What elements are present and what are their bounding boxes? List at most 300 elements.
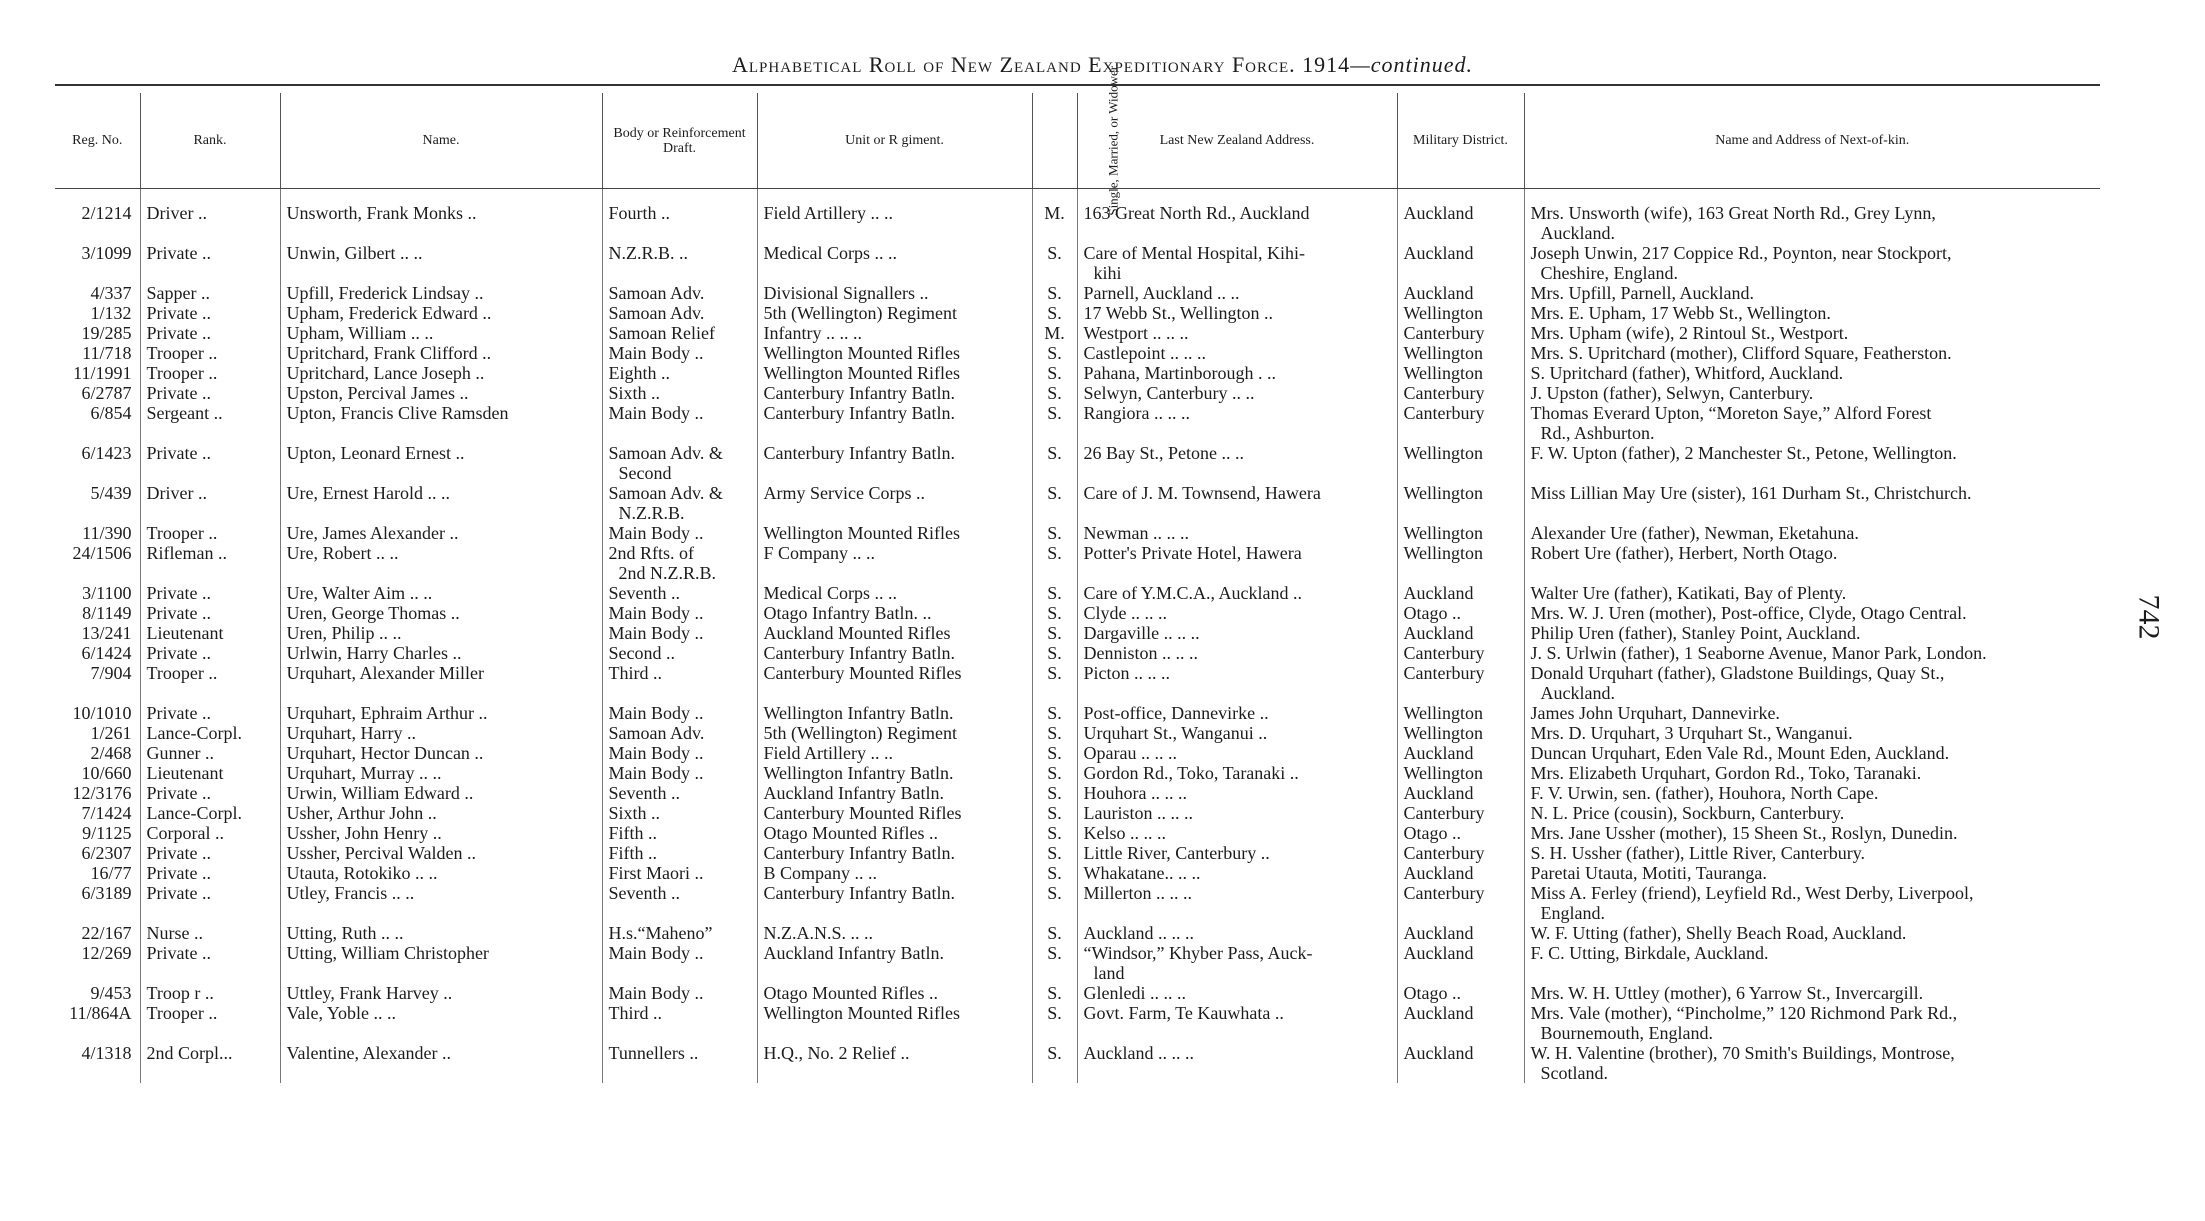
address-cell (1077, 1003, 1397, 1043)
status-cell-text: S. (1047, 1043, 1062, 1063)
reg-no-cell (55, 543, 140, 583)
district-cell (1397, 923, 1524, 943)
body-cell (602, 443, 757, 483)
reg-no-cell (55, 303, 140, 323)
unit-cell-text: B Company .. .. (763, 863, 878, 883)
kin-cell-text: Paretai Utauta, Motiti, Tauranga. (1530, 863, 1767, 883)
page-title-continued: —continued. (1350, 52, 1474, 77)
header-status-text: Single, Married, or Widower. (1105, 63, 1121, 216)
body-cell (602, 643, 757, 663)
address-cell (1077, 843, 1397, 863)
rank-cell (140, 403, 280, 443)
rank-cell-text: Private .. (146, 383, 211, 403)
district-cell (1397, 603, 1524, 623)
address-cell-text: Westport .. .. .. (1083, 323, 1189, 343)
status-cell-text: S. (1047, 443, 1062, 463)
rank-cell-text: Private .. (146, 323, 211, 343)
unit-cell (757, 843, 1032, 863)
name-cell-text: Ussher, John Henry .. (286, 823, 442, 843)
status-cell (1032, 923, 1077, 943)
district-cell (1397, 243, 1524, 283)
reg-no-cell-text: 10/1010 (72, 703, 132, 723)
unit-cell-text: Canterbury Infantry Batln. (763, 403, 955, 423)
address-cell-continuation: land (1093, 963, 1125, 983)
status-cell (1032, 243, 1077, 283)
unit-cell (757, 743, 1032, 763)
district-cell-text: Canterbury (1403, 323, 1485, 343)
district-cell (1397, 583, 1524, 603)
table-row (55, 763, 2100, 783)
name-cell-text: Utting, William Christopher (286, 943, 489, 963)
name-cell-text: Uren, Philip .. .. (286, 623, 402, 643)
unit-cell-text: N.Z.A.N.S. .. .. (763, 923, 874, 943)
body-cell-text: Main Body .. (608, 943, 704, 963)
reg-no-cell (55, 943, 140, 983)
district-cell-text: Auckland (1403, 243, 1474, 263)
status-cell (1032, 783, 1077, 803)
table-row (55, 283, 2100, 303)
name-cell-text: Valentine, Alexander .. (286, 1043, 451, 1063)
district-cell (1397, 883, 1524, 923)
status-cell (1032, 543, 1077, 583)
address-cell-text: Oparau .. .. .. (1083, 743, 1177, 763)
status-cell-text: S. (1047, 743, 1062, 763)
address-cell (1077, 703, 1397, 723)
address-cell-text: Auckland .. .. .. (1083, 1043, 1194, 1063)
district-cell-text: Wellington (1403, 543, 1484, 563)
reg-no-cell-text: 7/904 (90, 663, 132, 683)
district-cell (1397, 743, 1524, 763)
status-cell (1032, 723, 1077, 743)
kin-cell (1524, 923, 2100, 943)
kin-cell-text: F. C. Utting, Birkdale, Auckland. (1530, 943, 1769, 963)
status-cell-text: S. (1047, 303, 1062, 323)
district-cell-text: Canterbury (1403, 403, 1485, 423)
name-cell-text: Upritchard, Frank Clifford .. (286, 343, 492, 363)
kin-cell (1524, 523, 2100, 543)
rank-cell (140, 843, 280, 863)
rank-cell (140, 443, 280, 483)
rank-cell (140, 243, 280, 283)
page-number: 742 (2132, 594, 2166, 640)
district-cell (1397, 863, 1524, 883)
rank-cell-text: Driver .. (146, 483, 207, 503)
unit-cell-text: Medical Corps .. .. (763, 583, 897, 603)
unit-cell-text: Wellington Mounted Rifles (763, 363, 961, 383)
address-cell-text: Picton .. .. .. (1083, 663, 1171, 683)
unit-cell (757, 243, 1032, 283)
body-cell-text: Tunnellers .. (608, 1043, 699, 1063)
kin-cell-text: Alexander Ure (father), Newman, Eketahuna. (1530, 523, 1859, 543)
name-cell-text: Upton, Francis Clive Ramsden (286, 403, 509, 423)
address-cell-text: Kelso .. .. .. (1083, 823, 1166, 843)
status-cell (1032, 823, 1077, 843)
table-row (55, 523, 2100, 543)
address-cell-text: 17 Webb St., Wellington .. (1083, 303, 1273, 323)
kin-cell (1524, 843, 2100, 863)
name-cell-text: Urquhart, Alexander Miller (286, 663, 484, 683)
unit-cell-text: Otago Mounted Rifles .. (763, 823, 938, 843)
rank-cell-text: Private .. (146, 243, 211, 263)
rank-cell (140, 883, 280, 923)
table-row (55, 189, 2100, 244)
address-cell (1077, 983, 1397, 1003)
address-cell-text: Glenledi .. .. .. (1083, 983, 1186, 1003)
address-cell (1077, 303, 1397, 323)
body-cell-text: Fifth .. (608, 823, 658, 843)
kin-cell (1524, 1043, 2100, 1083)
name-cell-text: Utting, Ruth .. .. (286, 923, 404, 943)
unit-cell-text: 5th (Wellington) Regiment (763, 303, 958, 323)
rank-cell-text: Sapper .. (146, 283, 210, 303)
header-address: Last New Zealand Address. (1077, 93, 1397, 189)
body-cell (602, 943, 757, 983)
reg-no-cell-text: 7/1424 (81, 803, 132, 823)
body-cell (602, 703, 757, 723)
rank-cell-text: Corporal .. (146, 823, 224, 843)
kin-cell-text: N. L. Price (cousin), Sockburn, Canterbury. (1530, 803, 1845, 823)
body-cell-text: Main Body .. (608, 603, 704, 623)
name-cell-text: Ure, Ernest Harold .. .. (286, 483, 450, 503)
status-cell-text: S. (1047, 983, 1062, 1003)
kin-cell (1524, 443, 2100, 483)
rank-cell (140, 943, 280, 983)
status-cell-text: S. (1047, 923, 1062, 943)
name-cell (280, 623, 602, 643)
status-cell-text: S. (1047, 543, 1062, 563)
unit-cell (757, 823, 1032, 843)
address-cell (1077, 1043, 1397, 1083)
status-cell-text: S. (1047, 943, 1062, 963)
unit-cell (757, 483, 1032, 523)
name-cell-text: Upton, Leonard Ernest .. (286, 443, 465, 463)
reg-no-cell (55, 983, 140, 1003)
table-row (55, 643, 2100, 663)
reg-no-cell-text: 1/261 (90, 723, 132, 743)
kin-cell-text: Miss A. Ferley (friend), Leyfield Rd., West Derby, Liverpool, (1530, 883, 1974, 903)
body-cell-text: Main Body .. (608, 743, 704, 763)
reg-no-cell (55, 883, 140, 923)
address-cell (1077, 403, 1397, 443)
district-cell (1397, 523, 1524, 543)
body-cell-text: Sixth .. (608, 803, 661, 823)
rank-cell (140, 303, 280, 323)
unit-cell-text: Canterbury Mounted Rifles (763, 803, 962, 823)
page-title (0, 52, 2205, 78)
rank-cell-text: Nurse .. (146, 923, 203, 943)
address-cell-text: Lauriston .. .. .. (1083, 803, 1193, 823)
body-cell (602, 583, 757, 603)
district-cell (1397, 943, 1524, 983)
rank-cell-text: Private .. (146, 783, 211, 803)
reg-no-cell (55, 923, 140, 943)
name-cell (280, 923, 602, 943)
district-cell-text: Wellington (1403, 343, 1484, 363)
kin-cell (1524, 243, 2100, 283)
reg-no-cell (55, 623, 140, 643)
reg-no-cell (55, 443, 140, 483)
unit-cell (757, 643, 1032, 663)
body-cell-text: Fifth .. (608, 843, 658, 863)
body-cell (602, 763, 757, 783)
body-cell (602, 863, 757, 883)
body-cell (602, 823, 757, 843)
district-cell (1397, 763, 1524, 783)
rank-cell-text: Rifleman .. (146, 543, 227, 563)
unit-cell (757, 983, 1032, 1003)
rank-cell-text: Private .. (146, 883, 211, 903)
name-cell (280, 883, 602, 923)
unit-cell (757, 723, 1032, 743)
body-cell-text: Main Body .. (608, 983, 704, 1003)
district-cell-text: Auckland (1403, 783, 1474, 803)
table-row (55, 863, 2100, 883)
reg-no-cell (55, 783, 140, 803)
name-cell-text: Urquhart, Ephraim Arthur .. (286, 703, 488, 723)
kin-cell-continuation: Bournemouth, England. (1540, 1023, 1713, 1043)
address-cell-text: “Windsor,” Khyber Pass, Auck- (1083, 943, 1313, 963)
kin-cell-text: Philip Uren (father), Stanley Point, Auckland. (1530, 623, 1861, 643)
district-cell-text: Wellington (1403, 523, 1484, 543)
address-cell-text: Auckland .. .. .. (1083, 923, 1194, 943)
body-cell-text: First Maori .. (608, 863, 704, 883)
reg-no-cell-text: 12/269 (81, 943, 132, 963)
header-body: Body or Reinforcement Draft. (602, 93, 757, 189)
address-cell-text: Little River, Canterbury .. (1083, 843, 1270, 863)
body-cell (602, 523, 757, 543)
kin-cell (1524, 603, 2100, 623)
kin-cell (1524, 583, 2100, 603)
table-body (55, 189, 2100, 1084)
kin-cell (1524, 623, 2100, 643)
rank-cell (140, 1043, 280, 1083)
name-cell (280, 443, 602, 483)
reg-no-cell-text: 6/1423 (81, 443, 132, 463)
body-cell-text: Main Body .. (608, 403, 704, 423)
header-name: Name. (280, 93, 602, 189)
status-cell (1032, 443, 1077, 483)
kin-cell-text: Walter Ure (father), Katikati, Bay of Plenty. (1530, 583, 1847, 603)
status-cell-text: S. (1047, 483, 1062, 503)
body-cell-continuation: N.Z.R.B. (618, 503, 685, 523)
status-cell (1032, 763, 1077, 783)
table-row (55, 443, 2100, 483)
body-cell (602, 1003, 757, 1043)
district-cell-text: Otago .. (1403, 983, 1461, 1003)
rank-cell (140, 763, 280, 783)
name-cell-text: Usher, Arthur John .. (286, 803, 437, 823)
rank-cell-text: Lieutenant (146, 763, 224, 783)
unit-cell-text: Field Artillery .. .. (763, 203, 893, 223)
table-row (55, 623, 2100, 643)
rank-cell (140, 523, 280, 543)
unit-cell-text: Army Service Corps .. (763, 483, 925, 503)
reg-no-cell (55, 723, 140, 743)
body-cell-text: Samoan Adv. & (608, 443, 723, 463)
address-cell-text: Clyde .. .. .. (1083, 603, 1167, 623)
address-cell (1077, 663, 1397, 703)
reg-no-cell-text: 2/1214 (81, 203, 132, 223)
unit-cell (757, 1003, 1032, 1043)
address-cell (1077, 189, 1397, 244)
address-cell (1077, 803, 1397, 823)
district-cell (1397, 663, 1524, 703)
body-cell (602, 303, 757, 323)
rank-cell-text: Trooper .. (146, 663, 218, 683)
rank-cell-text: Trooper .. (146, 523, 218, 543)
status-cell (1032, 403, 1077, 443)
status-cell (1032, 383, 1077, 403)
district-cell (1397, 783, 1524, 803)
name-cell-text: Upham, William .. .. (286, 323, 434, 343)
body-cell (602, 243, 757, 283)
status-cell-text: S. (1047, 883, 1062, 903)
body-cell-continuation: Second (618, 463, 672, 483)
district-cell-text: Auckland (1403, 623, 1474, 643)
kin-cell (1524, 283, 2100, 303)
body-cell-text: Third .. (608, 663, 662, 683)
name-cell (280, 363, 602, 383)
unit-cell (757, 603, 1032, 623)
name-cell (280, 703, 602, 723)
status-cell-text: S. (1047, 783, 1062, 803)
kin-cell-text: S. Upritchard (father), Whitford, Auckland. (1530, 363, 1844, 383)
district-cell (1397, 823, 1524, 843)
unit-cell-text: Wellington Mounted Rifles (763, 1003, 961, 1023)
district-cell-text: Wellington (1403, 703, 1484, 723)
kin-cell-text: Thomas Everard Upton, “Moreton Saye,” Alford Forest (1530, 403, 1932, 423)
unit-cell (757, 543, 1032, 583)
reg-no-cell (55, 843, 140, 863)
status-cell (1032, 583, 1077, 603)
name-cell-text: Uren, George Thomas .. (286, 603, 460, 623)
kin-cell-text: Mrs. Elizabeth Urquhart, Gordon Rd., Toko, Taranaki. (1530, 763, 1922, 783)
body-cell-text: Main Body .. (608, 763, 704, 783)
status-cell (1032, 803, 1077, 823)
kin-cell (1524, 189, 2100, 244)
status-cell (1032, 323, 1077, 343)
rank-cell (140, 543, 280, 583)
reg-no-cell-text: 9/453 (90, 983, 132, 1003)
unit-cell-text: Auckland Infantry Batln. (763, 783, 944, 803)
name-cell (280, 343, 602, 363)
address-cell-text: 26 Bay St., Petone .. .. (1083, 443, 1244, 463)
district-cell-text: Auckland (1403, 923, 1474, 943)
status-cell-text: S. (1047, 523, 1062, 543)
header-reg-no: Reg. No. (55, 93, 140, 189)
kin-cell (1524, 823, 2100, 843)
body-cell (602, 343, 757, 363)
address-cell (1077, 783, 1397, 803)
address-cell-text: Care of Y.M.C.A., Auckland .. (1083, 583, 1302, 603)
reg-no-cell (55, 403, 140, 443)
table-row (55, 843, 2100, 863)
body-cell-text: Fourth .. (608, 203, 671, 223)
address-cell (1077, 343, 1397, 363)
kin-cell (1524, 763, 2100, 783)
body-cell (602, 603, 757, 623)
kin-cell-text: Mrs. Upham (wife), 2 Rintoul St., Westport. (1530, 323, 1849, 343)
body-cell-continuation: 2nd N.Z.R.B. (618, 563, 717, 583)
name-cell (280, 823, 602, 843)
status-cell-text: S. (1047, 843, 1062, 863)
district-cell-text: Canterbury (1403, 843, 1485, 863)
address-cell-text: 163 Great North Rd., Auckland (1083, 203, 1310, 223)
rank-cell (140, 723, 280, 743)
rank-cell (140, 863, 280, 883)
body-cell-text: Main Body .. (608, 623, 704, 643)
reg-no-cell-text: 11/864A (69, 1003, 132, 1023)
district-cell (1397, 1043, 1524, 1083)
address-cell-text: Care of Mental Hospital, Kihi- (1083, 243, 1305, 263)
reg-no-cell-text: 4/1318 (81, 1043, 132, 1063)
kin-cell-text: Donald Urquhart (father), Gladstone Buildings, Quay St., (1530, 663, 1945, 683)
kin-cell (1524, 363, 2100, 383)
address-cell-text: Millerton .. .. .. (1083, 883, 1192, 903)
reg-no-cell (55, 383, 140, 403)
reg-no-cell-text: 11/390 (82, 523, 132, 543)
body-cell-text: Main Body .. (608, 523, 704, 543)
rank-cell (140, 483, 280, 523)
reg-no-cell (55, 343, 140, 363)
address-cell-text: Urquhart St., Wanganui .. (1083, 723, 1268, 743)
unit-cell-text: Divisional Signallers .. (763, 283, 929, 303)
kin-cell-text: F. V. Urwin, sen. (father), Houhora, North Cape. (1530, 783, 1879, 803)
address-cell (1077, 583, 1397, 603)
name-cell (280, 803, 602, 823)
kin-cell (1524, 403, 2100, 443)
reg-no-cell (55, 803, 140, 823)
address-cell (1077, 883, 1397, 923)
address-cell-text: Houhora .. .. .. (1083, 783, 1187, 803)
address-cell-text: Govt. Farm, Te Kauwhata .. (1083, 1003, 1284, 1023)
name-cell-text: Urlwin, Harry Charles .. (286, 643, 462, 663)
body-cell (602, 323, 757, 343)
name-cell (280, 403, 602, 443)
reg-no-cell-text: 9/1125 (82, 823, 132, 843)
unit-cell (757, 383, 1032, 403)
body-cell-text: Samoan Adv. & (608, 483, 723, 503)
reg-no-cell (55, 363, 140, 383)
rank-cell (140, 823, 280, 843)
name-cell (280, 863, 602, 883)
name-cell (280, 323, 602, 343)
status-cell (1032, 743, 1077, 763)
name-cell (280, 543, 602, 583)
body-cell (602, 723, 757, 743)
kin-cell (1524, 663, 2100, 703)
unit-cell (757, 803, 1032, 823)
kin-cell (1524, 863, 2100, 883)
district-cell-text: Wellington (1403, 443, 1484, 463)
district-cell (1397, 283, 1524, 303)
unit-cell (757, 783, 1032, 803)
body-cell-text: 2nd Rfts. of (608, 543, 694, 563)
body-cell (602, 543, 757, 583)
rank-cell (140, 663, 280, 703)
address-cell-text: Selwyn, Canterbury .. .. (1083, 383, 1255, 403)
body-cell-text: Samoan Adv. (608, 283, 705, 303)
kin-cell-continuation: Cheshire, England. (1540, 263, 1678, 283)
reg-no-cell-text: 24/1506 (72, 543, 132, 563)
body-cell (602, 483, 757, 523)
table-row (55, 663, 2100, 703)
unit-cell (757, 663, 1032, 703)
name-cell (280, 763, 602, 783)
unit-cell-text: Wellington Mounted Rifles (763, 523, 961, 543)
body-cell (602, 363, 757, 383)
status-cell (1032, 483, 1077, 523)
